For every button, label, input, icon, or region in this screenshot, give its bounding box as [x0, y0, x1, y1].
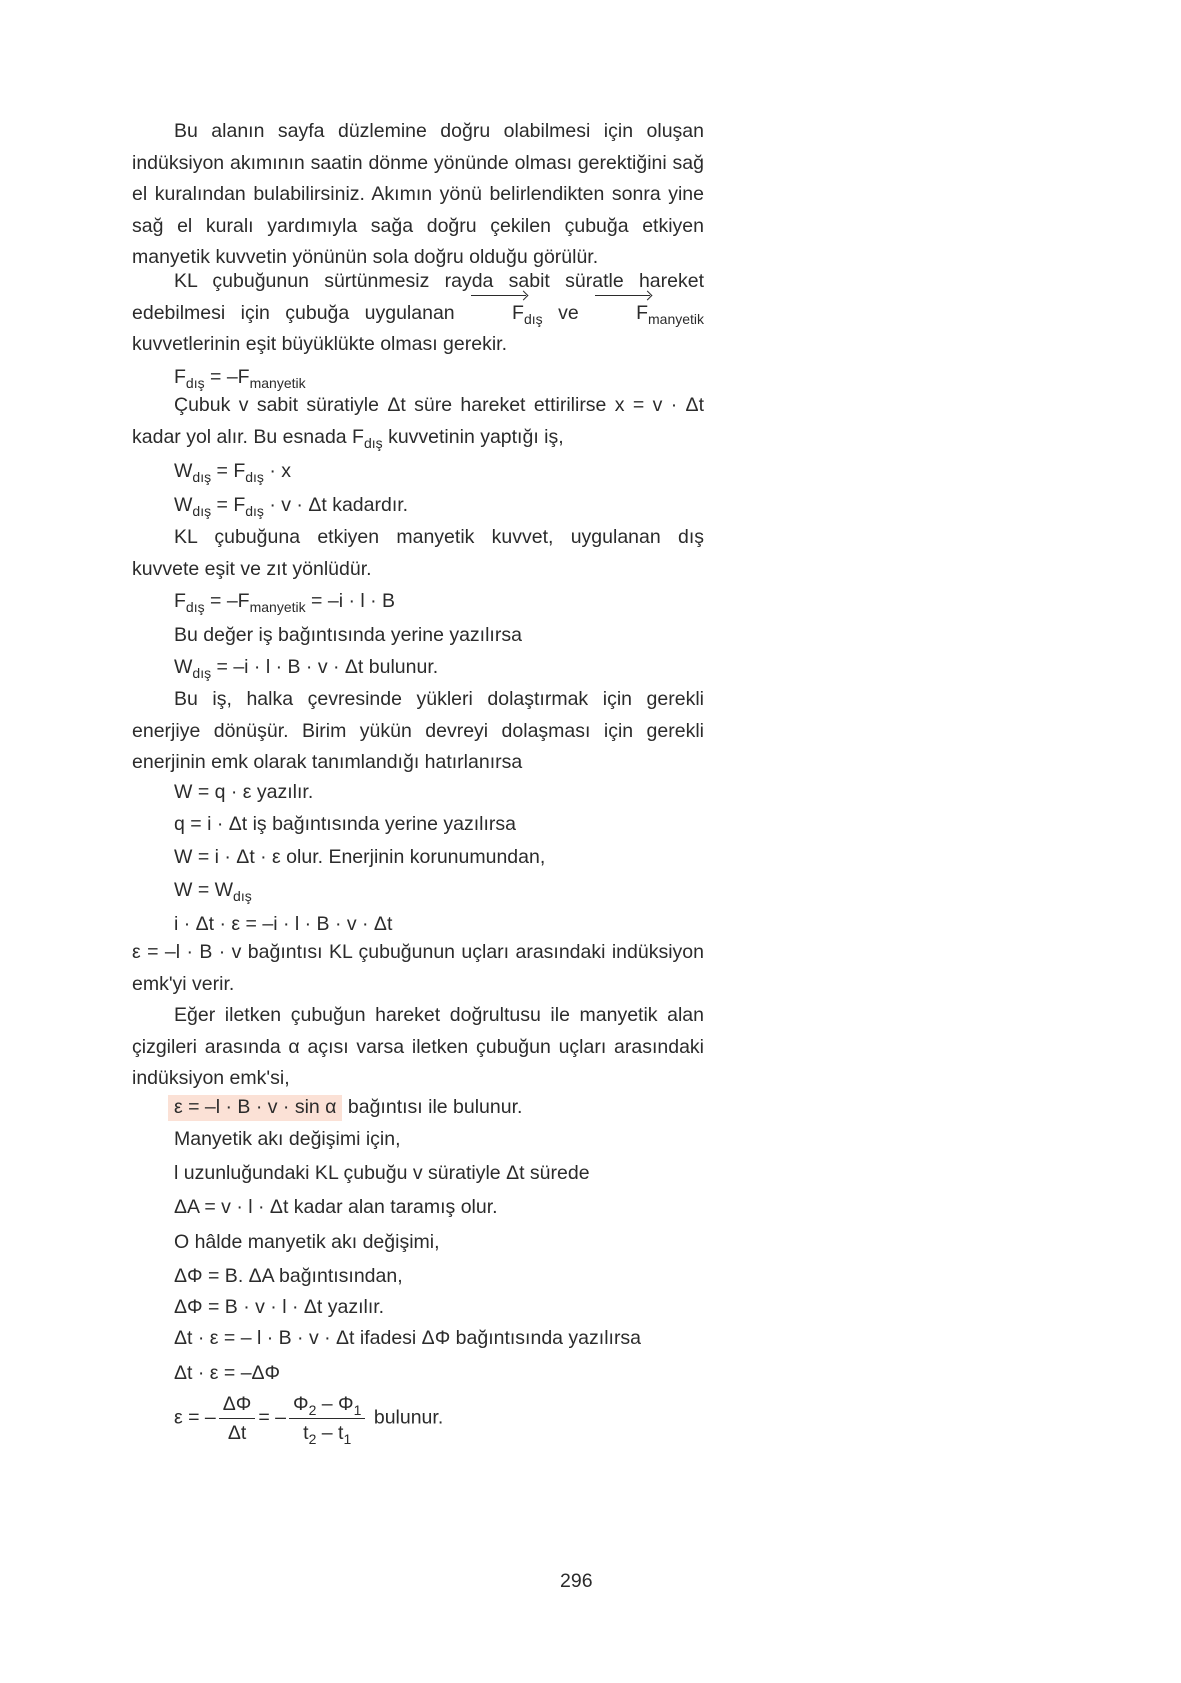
text-line-19: Δt · ε = –ΔΦ [174, 1362, 281, 1384]
paragraph-8: Eğer iletken çubuğun hareket doğrultusu ile manyetik alan çizgileri arasında α açısı varsa iletken çubuğun uçları arasındaki indüksiyon emk'si, [132, 1004, 704, 1089]
text-line-12: Manyetik akı değişimi için, [174, 1128, 401, 1150]
text-line-16: ΔΦ = B. ΔA bağıntısından, [174, 1265, 403, 1287]
page-number: 296 [560, 1570, 593, 1592]
paragraph-4: KL çubuğuna etkiyen manyetik kuvvet, uygulanan dış kuvvete eşit ve zıt yönlüdür. [132, 526, 704, 580]
paragraph-7: ε = –l · B · v bağıntısı KL çubuğunun uçları arasındaki indüksiyon emk'yi verir. [132, 941, 704, 995]
fraction-flux-difference: $\frac{\Phi_2 - \Phi_1}{t_2 - t_1}$ [289, 1392, 365, 1445]
equation-work-2: $W_{dış} = F_{dış} \cdot v \cdot \Delta t$ kadardır. [174, 494, 409, 519]
text-line-15: O hâlde manyetik akı değişimi, [174, 1231, 440, 1253]
paragraph-3: Çubuk v sabit süratiyle Δt süre hareket ettirilirse x = v · Δt kadar yol alır. Bu esnada $F_{dış}$ kuvvetinin yaptığı iş, [132, 394, 704, 451]
equation-force-current: $F_{dış} = -F_{manyetik} = -i \cdot l \cdot B$ [174, 590, 396, 615]
equation-faraday: ε = – $\frac{\Delta\Phi}{\Delta t}$ = – $\frac{\Phi_2 - \Phi_1}{t_2 - t_1}$ bulunur. [174, 1393, 444, 1447]
text-line-13: l uzunluğundaki KL çubuğu v süratiyle Δt sürede [174, 1162, 590, 1184]
paragraph-6: Bu iş, halka çevresinde yükleri dolaştırmak için gerekli enerjiye dönüşür. Birim yükün devreyi dolaşması için gerekli enerjinin emk olarak tanımlandığı hatırlanırsa [132, 688, 704, 773]
equation-charge: q = i · Δt iş bağıntısında yerine yazılırsa [174, 813, 516, 835]
equation-work-1: $W_{dış} = F_{dış} \cdot x$ [174, 460, 292, 485]
equation-force-balance: $F_{dış} = -F_{manyetik}$ [174, 366, 306, 391]
equation-work-emf: W = i · Δt · ε olur. Enerjinin korunumundan, [174, 846, 546, 868]
text-line-5: Bu değer iş bağıntısında yerine yazılırsa [174, 624, 522, 646]
equation-work-charge: W = q · ε yazılır. [174, 781, 314, 803]
text-line-14: ΔA = v · l · Δt kadar alan taramış olur. [174, 1196, 498, 1218]
paragraph-2: KL çubuğunun sürtünmesiz rayda sabit süratle hareket edebilmesi için çubuğa uygulanan $F_{dış}$ ve $F_{manyetik}$ kuvvetlerinin eşit büyüklükte olması gerekir. [132, 270, 705, 355]
text-line-18: Δt · ε = – l · B · v · Δt ifadesi ΔΦ bağıntısında yazılırsa [174, 1327, 642, 1349]
fraction-flux-time: $\frac{\Delta\Phi}{\Delta t}$ [219, 1392, 256, 1445]
force-vector-magnetic: F [594, 298, 648, 330]
paragraph-1: Bu alanın sayfa düzlemine doğru olabilmesi için oluşan indüksiyon akımının saatin dönme yönünde olması gerektiğini sağ el kuralından bulabilirsiniz. Akımın yönü belirlendikten sonra yine sağ el kuralı yardımıyla sağa doğru çekilen çubuğa etkiyen manyetik kuvvetin yönünün sola doğru olduğu görülür. [132, 120, 704, 268]
equation-emf-angle: ε = –l · B · v · sin α bağıntısı ile bulunur. [174, 1094, 522, 1120]
force-vector-external: F [470, 298, 524, 330]
equation-work-3: $W_{dış} = -i \cdot l \cdot B \cdot v \cdot \Delta t$ bulunur. [174, 656, 439, 681]
equation-energy-conservation: $W = W_{dış}$ [174, 879, 252, 904]
equation-emf-derivation: i · Δt · ε = –i · l · B · v · Δt [174, 913, 393, 935]
text-line-17: ΔΦ = B · v · l · Δt yazılır. [174, 1296, 385, 1318]
highlighted-formula: ε = –l · B · v · sin α [168, 1095, 342, 1121]
